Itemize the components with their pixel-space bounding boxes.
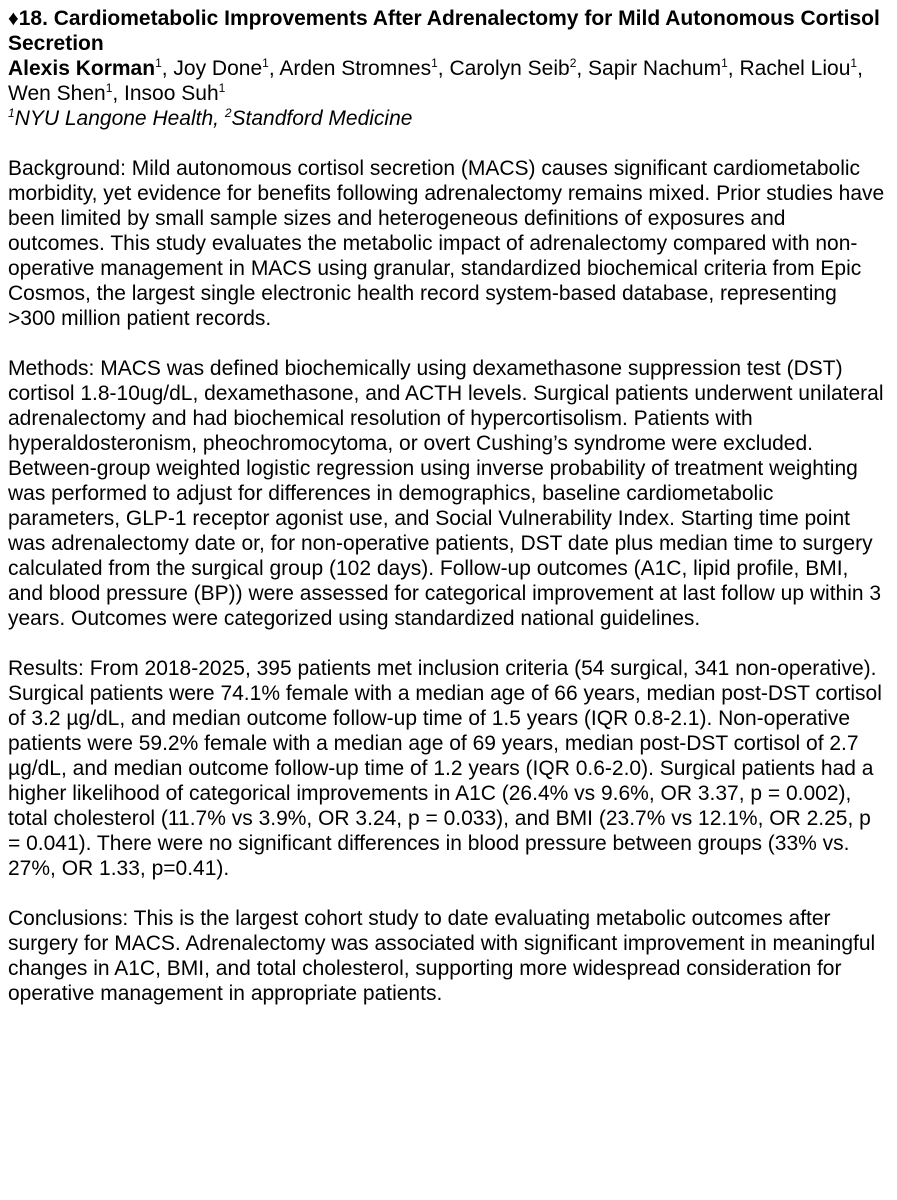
affiliation-number: 2 bbox=[224, 106, 232, 120]
abstract-title bbox=[8, 6, 886, 56]
author-name: Wen Shen bbox=[8, 82, 106, 105]
conclusions-paragraph: Conclusions: This is the largest cohort study to date evaluating metabolic outcomes after surgery for MACS. Adrenalectomy was associated with significant improvement in meaningful changes in A1C, BMI, and total cholesterol, supporting more widespread consideration for operative management in appropriate patients. bbox=[8, 907, 876, 1005]
author-name: Joy Done bbox=[173, 57, 263, 80]
author-affiliation-number: 1 bbox=[431, 56, 438, 70]
author-affiliation-number: 1 bbox=[105, 81, 113, 95]
diamond-icon: ♦ bbox=[8, 7, 19, 30]
affiliations: $^1$NYU Langone Health, $^2$Standford Medicine bbox=[8, 106, 413, 130]
author-name: Sapir Nachum bbox=[588, 57, 722, 80]
affiliation-name: NYU Langone Health bbox=[14, 107, 214, 130]
background-paragraph: Background: Mild autonomous cortisol secretion (MACS) causes significant cardiometabolic morbidity, yet evidence for benefits following adrenalectomy remains mixed. Prior studies have been limited by small sample sizes and heterogeneous definitions of exposures and outcomes. This study evaluates the metabolic impact of adrenalectomy compared with non-operative management in MACS using granular, standardized biochemical criteria from Epic Cosmos, the largest single electronic health record system-based database, representing >300 million patient records. bbox=[8, 157, 885, 330]
author-affiliation-number: 1 bbox=[262, 56, 269, 70]
methods-continuation-paragraph: Between-group weighted logistic regression using inverse probability of treatment weighting was performed to adjust for differences in demographics, baseline cardiometabolic parameters, GLP-1 receptor agonist use, and Social Vulnerability Index. Starting time point was adrenalectomy date or, for non-operative patients, DST date plus median time to surgery calculated from the surgical group (102 days). Follow-up outcomes (A1C, lipid profile, BMI, and blood pressure (BP)) were assessed for categorical improvement at last follow up within 3 years. Outcomes were categorized using standardized national guidelines. bbox=[8, 457, 882, 630]
author-name: Rachel Liou bbox=[739, 57, 851, 80]
affiliation-number: 1 bbox=[8, 106, 15, 120]
author-affiliation-number: 2 bbox=[569, 56, 577, 70]
author-name: Alexis Korman bbox=[8, 57, 156, 80]
author-affiliation-number: 1 bbox=[721, 56, 728, 70]
affiliation-name: Standford Medicine bbox=[231, 107, 413, 130]
author-affiliation-number: 1 bbox=[218, 81, 226, 95]
author-name: Insoo Suh bbox=[124, 82, 219, 105]
author-name: Arden Stromnes bbox=[279, 57, 432, 80]
methods-paragraph: Methods: MACS was defined biochemically using dexamethasone suppression test (DST) cortisol 1.8-10ug/dL, dexamethasone, and ACTH levels. Surgical patients underwent unilateral adrenalectomy and had biochemical resolution of hypercortisolism. Patients with hyperaldosteronism, pheochromocytoma, or overt Cushing’s syndrome were excluded. bbox=[8, 357, 884, 455]
abstract-page bbox=[8, 6, 886, 1006]
results-paragraph: Results: From 2018-2025, 395 patients met inclusion criteria (54 surgical, 341 non-operative). Surgical patients were 74.1% female with a median age of 66 years, median post-DST cortisol of 3.2 µg/dL, and median outcome follow-up time of 1.5 years (IQR 0.8-2.1). Non-operative patients were 59.2% female with a median age of 69 years, median post-DST cortisol of 2.7 µg/dL, and median outcome follow-up time of 1.2 years (IQR 0.6-2.0). Surgical patients had a higher likelihood of categorical improvements in A1C (26.4% vs 9.6%, OR 3.37, p = 0.002), total cholesterol (11.7% vs 3.9%, OR 3.24, p = 0.033), and BMI (23.7% vs 12.1%, OR 2.25, p = 0.041). There were no significant differences in blood pressure between groups (33% vs. 27%, OR 1.33, p=0.41). bbox=[8, 657, 882, 880]
title-text: 18. Cardiometabolic Improvements After Adrenalectomy for Mild Autonomous Cortisol Secretion bbox=[8, 7, 880, 55]
author-affiliation-number: 1 bbox=[850, 56, 858, 70]
author-list: Alexis Korman$^1$, Joy Done$^1$, Arden Stromnes$^1$, Carolyn Seib$^2$, Sapir Nachum$^1$, Rachel Liou$^1$, Wen Shen$^1$, Insoo Suh$^1$ bbox=[8, 56, 863, 105]
author-affiliation-number: 1 bbox=[155, 56, 162, 70]
author-name: Carolyn Seib bbox=[449, 57, 570, 80]
